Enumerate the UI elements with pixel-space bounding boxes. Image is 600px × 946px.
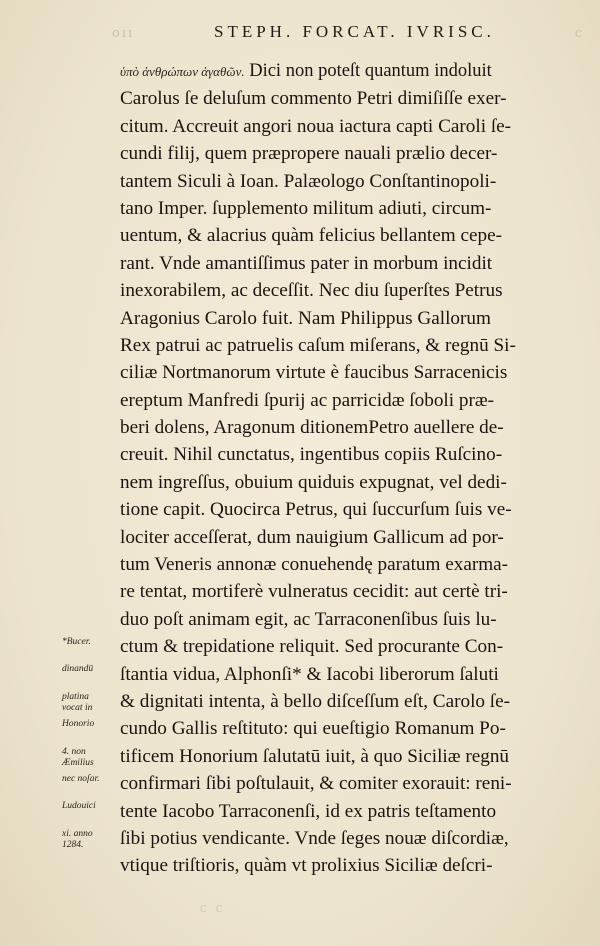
margin-note: platina vocat in (62, 691, 93, 713)
text-line: ſibi potius vendicante. Vnde ſeges nouæ diſcordiæ, (120, 827, 509, 849)
text-line (120, 58, 588, 85)
text-line: rant. Vnde amantiſſimus pater in morbum incidit (120, 252, 493, 274)
text-line: ciliæ Nortmanorum virtute è faucibus Sarracenicis (120, 362, 508, 384)
margin-note: Honorio (62, 719, 95, 730)
marginal-notes (62, 634, 122, 853)
greek-phrase: ὑπὸ ἀνθρώπων ἀγαθῶν. (120, 64, 245, 79)
running-head-title: STEPH. FORCAT. IVRISC. (214, 22, 495, 41)
text-line: Aragonius Carolo fuit. Nam Philippus Gallorum (120, 307, 491, 329)
text-line: inexorabilem, ac deceſſit. Nec diu ſuperſtes Petrus (120, 280, 503, 302)
header-ornament: c (574, 26, 582, 41)
margin-note: *Bucer. (62, 637, 91, 647)
text-line: ſtantia vidua, Alphonſi* & Iacobi liberorum ſaluti (120, 663, 499, 685)
text-line: Rex patrui ac patruelis caſum miſerans, & regnū Si- (120, 334, 516, 356)
text-line: duo poſt animam egit, ac Tarraconenſibus ſuis lu- (120, 608, 497, 630)
text-line: & dignitati intenta, à bello diſceſſum eſt, Carolo ſe- (120, 690, 511, 712)
text-line: Carolus ſe deluſum commento Petri dimiſiſſe exer- (120, 88, 507, 110)
body-text (120, 58, 588, 880)
margin-note: 4. non Æmilius (62, 746, 94, 768)
text-line: vtique triſtioris, quàm vt prolixius Siciliæ deſcri- (120, 855, 493, 877)
text-line: tum Veneris annonæ conuehendę paratum exarma- (120, 554, 509, 576)
text-line: tione capit. Quocirca Petrus, qui ſuccurſum ſuis ve- (120, 499, 512, 521)
text-line: ctum & trepidatione reliquit. Sed procurante Con- (120, 636, 504, 658)
text-line: re tentat, mortiferè vulneratus cecidit: aut certè tri- (120, 581, 508, 603)
margin-note: Ludouici (62, 801, 96, 812)
line-text: Dici non poteſt quantum indoluit (249, 61, 492, 81)
page-number: oıı (112, 26, 135, 41)
margin-note: nec noſar. (62, 773, 100, 784)
margin-note: xi. anno 1284. (62, 828, 93, 850)
text-line: tantem Siculi à Ioan. Palæologo Conſtantinopoli- (120, 170, 497, 192)
text-line: confirmari ſibi poſtulauit, & comiter exorauit: reni- (120, 773, 512, 795)
running-header (112, 22, 582, 42)
text-line: lociter acceſſerat, dum nauigium Gallicum ad por- (120, 526, 504, 548)
text-line: nem ingreſſus, obuium quiduis expugnat, vel dedi- (120, 471, 507, 493)
bleed-through-text: C C (200, 905, 226, 915)
text-line: ereptum Manfredi ſpurij ac parricidæ ſoboli præ- (120, 389, 495, 411)
text-line: cundo Gallis reſtituto: qui eueſtigio Romanum Po- (120, 718, 506, 740)
text-line: tente Iacobo Tarraconenſi, id ex patris teſtamento (120, 800, 497, 822)
text-line: tano Imper. ſupplemento militum adiuti, circum- (120, 197, 492, 219)
text-line: uentum, & alacrius quàm felicius bellantem cepe- (120, 225, 503, 247)
text-line: citum. Accreuit angori noua iactura capti Caroli ſe- (120, 115, 512, 137)
margin-note: dinandū (62, 664, 94, 675)
text-line: cundi filij, quem præpropere nauali prælio decer- (120, 143, 498, 165)
text-line: beri dolens, Aragonum ditionemPetro auellere de- (120, 417, 504, 439)
text-line: creuit. Nihil cunctatus, ingentibus copiis Ruſcino- (120, 444, 503, 466)
text-line: tificem Honorium ſalutatū iuit, à quo Siciliæ regnū (120, 745, 510, 767)
